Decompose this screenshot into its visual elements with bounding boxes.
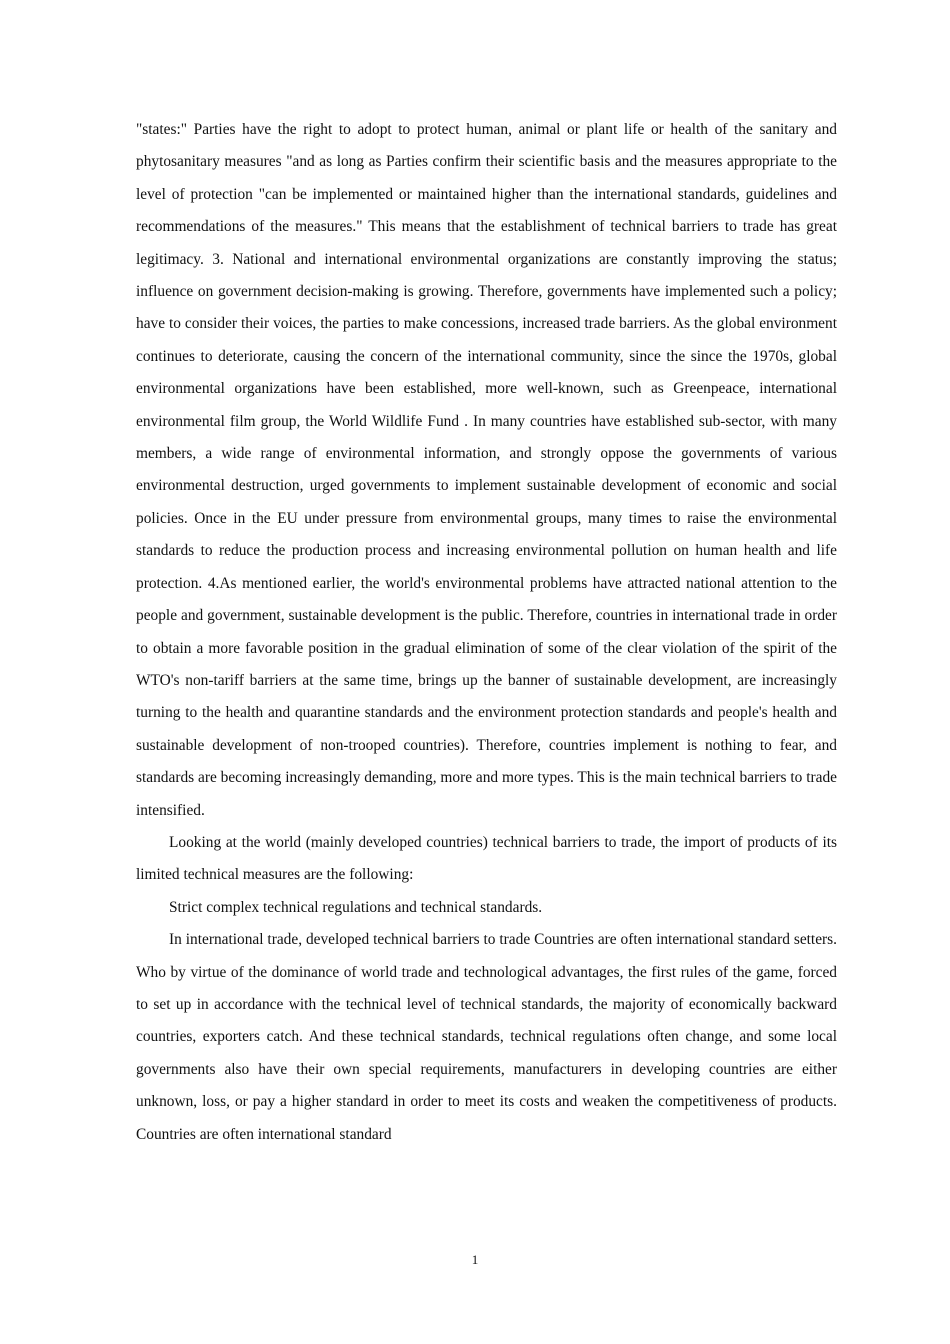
paragraph-international-trade: In international trade, developed technical barriers to trade Countries are often international standard setters. Who by virtue of the dominance of world trade and technological advantages, the first rules of the game, forced to set up in accordance with the technical level of technical standards, the majority of economically backward countries, exporters catch. And these technical standards, technical regulations often change, and some local governments also have their own special requirements, manufacturers in developing countries are either unknown, loss, or pay a higher standard in order to meet its costs and weaken the competitiveness of products. Countries are often international standard bbox=[136, 931, 837, 1143]
document-body bbox=[136, 114, 837, 1151]
paragraph-heading-regulations: Strict complex technical regulations and technical standards. bbox=[169, 898, 543, 916]
paragraph-continuation: "states:" Parties have the right to adopt to protect human, animal or plant life or health of the sanitary and phytosanitary measures "and as long as Parties confirm their scientific basis and the measures appropriate to the level of protection "can be implemented or maintained higher than the international standards, guidelines and recommendations of the measures." This means that the establishment of technical barriers to trade has great legitimacy. 3. National and international environmental organizations are constantly improving the status; influence on government decision-making is growing. Therefore, governments have implemented such a policy; have to consider their voices, the parties to make concessions, increased trade barriers. As the global environment continues to deteriorate, causing the concern of the international community, since the since the 1970s, global environmental organizations have been established, more well-known, such as Greenpeace, international environmental film group, the World Wildlife Fund . In many countries have established sub-sector, with many members, a wide range of environmental information, and strongly oppose the governments of various environmental destruction, urged governments to implement sustainable development of economic and social policies. Once in the EU under pressure from environmental groups, many times to raise the environmental standards to reduce the production process and increasing environmental pollution on human health and life protection. 4.As mentioned earlier, the world's environmental problems have attracted national attention to the people and government, sustainable development is the public. Therefore, countries in international trade in order to obtain a more favorable position in the gradual elimination of some of the clear violation of the spirit of the WTO's non-tariff barriers at the same time, brings up the banner of sustainable development, are increasingly turning to the health and quarantine standards and the environment protection standards and people's health and sustainable development of non-trooped countries). Therefore, countries implement is nothing to fear, and standards are becoming increasingly demanding, more and more types. This is the main technical barriers to trade intensified. bbox=[136, 121, 837, 819]
page-number: 1 bbox=[471, 1252, 479, 1267]
paragraph-intro-measures: Looking at the world (mainly developed countries) technical barriers to trade, the import of products of its limited technical measures are the following: bbox=[136, 833, 837, 884]
